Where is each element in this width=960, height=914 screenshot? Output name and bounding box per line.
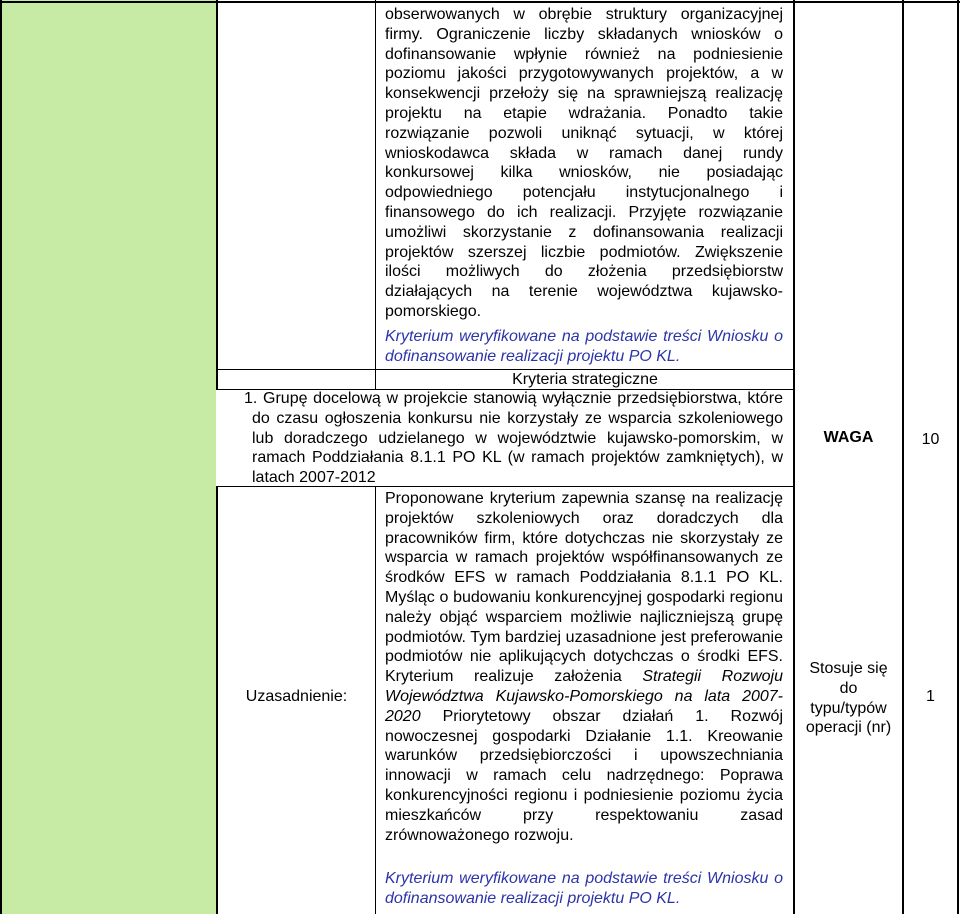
table-border-right <box>957 0 959 914</box>
column-divider-label <box>375 0 376 389</box>
upper-paragraph <box>385 5 783 322</box>
table-border-top <box>0 1 960 3</box>
justification-text <box>385 489 783 845</box>
weight-value: 10 <box>921 431 940 448</box>
applies-value: 1 <box>926 688 935 705</box>
weight-label: WAGA <box>823 429 874 446</box>
justification-text-part1: Proponowane kryterium zapewnia szansę na realizację projektów szkoleniowych oraz doradczych dla pracowników firm, które dotychczas nie skorzystały ze wsparcia w ramach projektów współfinansowanych ze środków EFS w ramach Poddziałania 8.1.1 PO KL. Myśląc o budowaniu konkurencyjnej gospodarki regionu należy objąć wsparciem możliwie najliczniejszą grupę podmiotów. Tym bardziej uzasadnione jest preferowanie podmiotów nie aplikujących dotychczas o środki EFS. Kryterium realizuje założenia <box>385 490 783 686</box>
applies-label: Stosuje się do typu/typów operacji (nr) <box>805 660 892 737</box>
justification-text-part2: Priorytetowy obszar działań 1. Rozwój nowoczesnej gospodarki Działanie 1.1. Kreowanie warunków przedsiębiorczości i upowszechniania innowacji w ramach celu nadrzędnego: Poprawa konkurencyjności regionu i podniesienie poziomu życia mieszkańców przy respektowaniu zasad zrównoważonego rozwoju. <box>385 707 783 844</box>
column-divider-left <box>216 0 218 389</box>
strategy-title: Strategii Rozwoju Województwa Kujawsko-Pomorskiego na lata 2007-2020 <box>385 668 784 725</box>
table-border-left <box>0 0 2 914</box>
column-divider-weight <box>793 0 795 914</box>
upper-verification-note: Kryterium weryfikowane na podstawie treści Wniosku o dofinansowanie realizacji projektu PO KL. <box>385 328 783 365</box>
justification-verification-note: Kryterium weryfikowane na podstawie treści Wniosku o dofinansowanie realizacji projektu PO KL. <box>385 870 783 907</box>
column-divider-label-lower <box>375 486 376 914</box>
criterion-text: 1. Grupę docelową w projekcie stanowią wyłącznie przedsiębiorstwa, które do czasu ogłoszenia konkursu nie korzystały ze wsparcia szkoleniowego lub doradczego udzielanego w województwie kujawsko-pomorskim, w ramach Poddziałania 8.1.1 PO KL (w ramach projektów zamkniętych), w latach 2007-2012 <box>244 390 783 487</box>
upper-paragraph-text: obserwowanych w obrębie struktury organizacyjnej firmy. Ograniczenie liczby składanych wniosków o dofinansowanie wpłynie również na podniesienie poziomu jakości przygotowywanych projektów, a w konsekwencji przełoży się na sprawniejszą realizację projektu na etapie wdrażania. Ponadto takie rozwiązanie pozwoli uniknąć sytuacji, w której wnioskodawca składa w ramach danej rundy konkursowej kilka wniosków, nie posiadając odpowiedniego potencjału instytucjonalnego i finansowego do ich realizacji. Przyjęte rozwiązanie umożliwi skorzystanie z dofinansowania realizacji projektów szerszej liczbie podmiotów. Zwiększenie ilości możliwych do złożenia przedsiębiorstw działających na terenie województwa kujawsko-pomorskiego. <box>385 6 783 320</box>
section-header: Kryteria strategiczne <box>512 371 658 388</box>
column-divider-value <box>902 0 904 914</box>
left-margin-band <box>0 0 216 914</box>
justification-label: Uzasadnienie: <box>245 688 348 705</box>
